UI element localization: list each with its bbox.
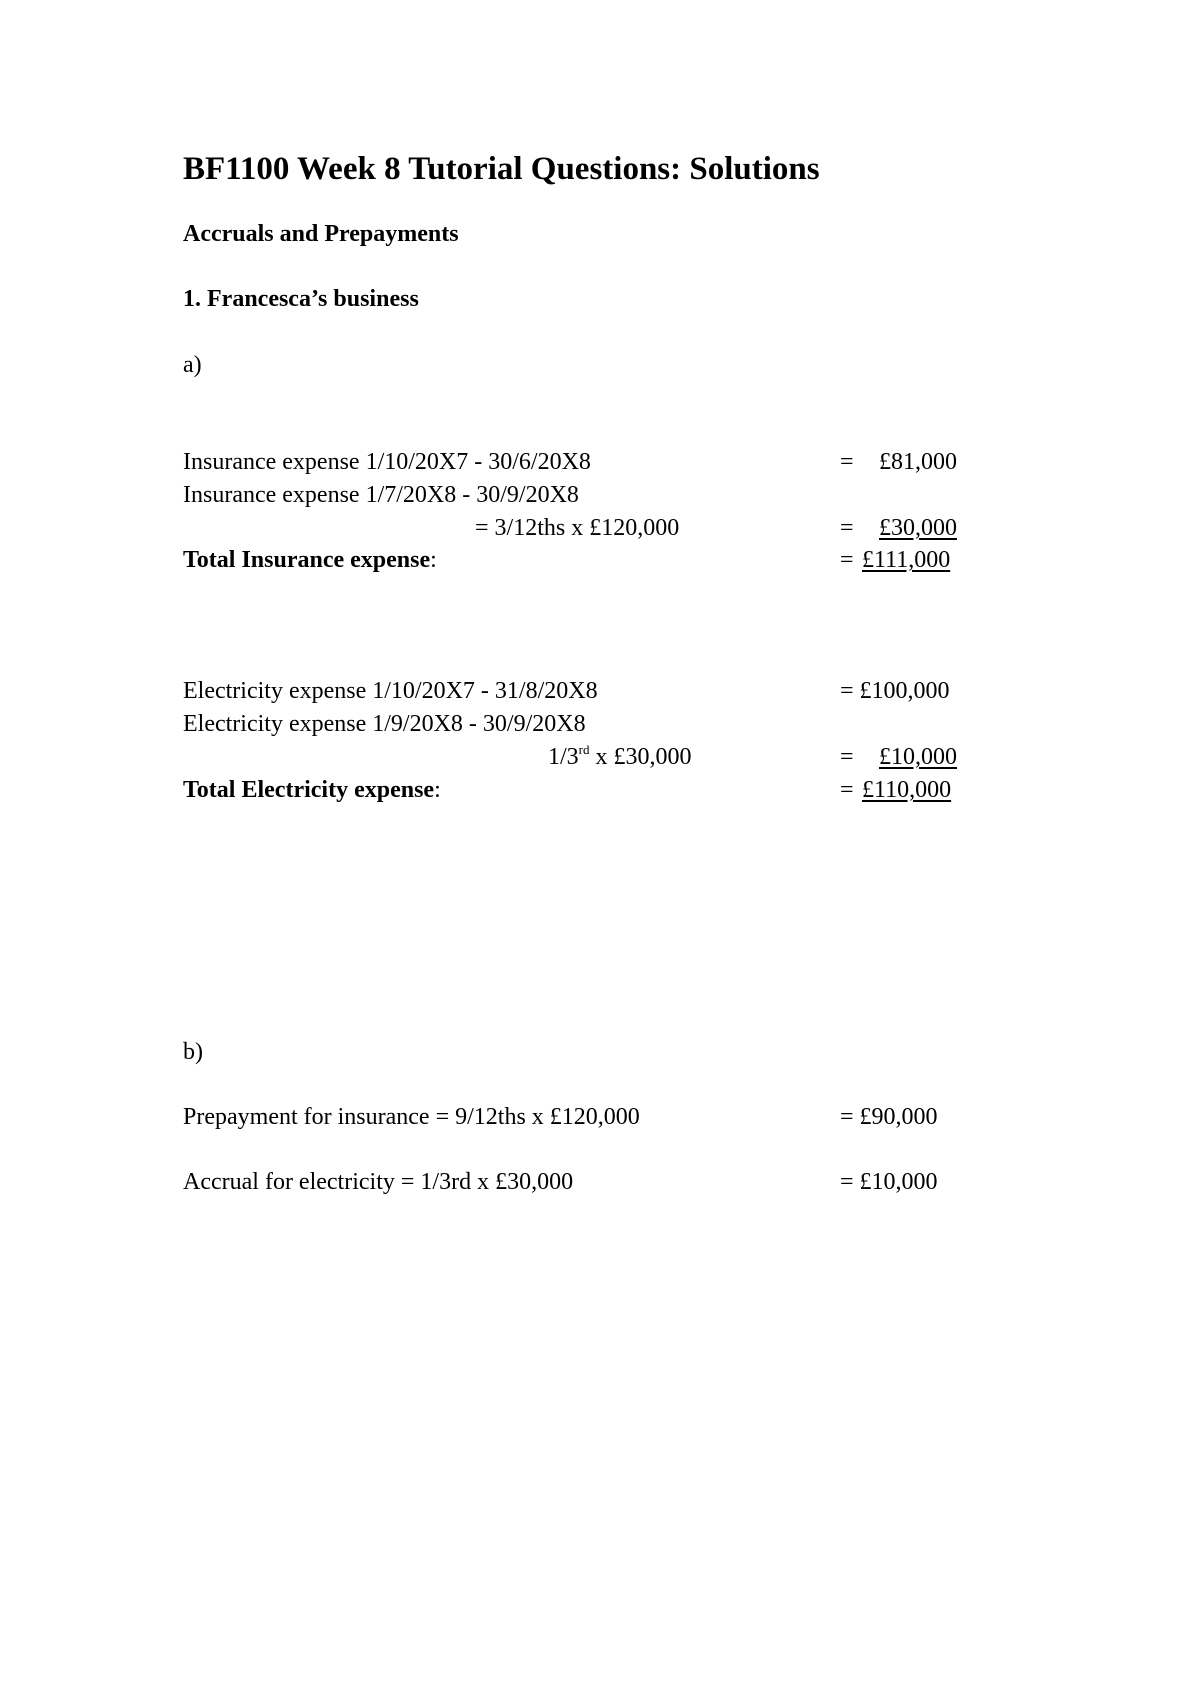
insurance-line-1-eq: = — [840, 449, 854, 475]
electricity-total-label-group — [183, 778, 441, 802]
insurance-total-label: Total Insurance expense — [183, 547, 431, 573]
electricity-line-1-amount: = £100,000 — [840, 678, 950, 704]
insurance-total-amount: £111,000 — [862, 547, 951, 573]
prepayment-label: Prepayment for insurance = 9/12ths x £120,000 — [183, 1104, 640, 1130]
accrual-amount: = £10,000 — [840, 1169, 938, 1195]
electricity-total-eq: = — [840, 777, 854, 803]
insurance-line-3-amount: £30,000 — [879, 515, 957, 541]
prepayment-amount: = £90,000 — [840, 1104, 938, 1130]
part-a-label: a) — [183, 352, 202, 378]
electricity-calc-fraction: 1/3 — [548, 744, 579, 770]
electricity-line-3-eq: = — [840, 744, 854, 770]
accrual-label: Accrual for electricity = 1/3rd x £30,000 — [183, 1169, 574, 1195]
insurance-line-1-amount: £81,000 — [879, 449, 957, 475]
electricity-total-colon: : — [434, 777, 441, 803]
question-heading: 1. Francesca’s business — [183, 286, 419, 312]
insurance-line-2-label: Insurance expense 1/7/20X8 - 30/9/20X8 — [183, 482, 579, 508]
insurance-total-colon: : — [430, 547, 437, 573]
insurance-total-label-group — [183, 548, 437, 572]
electricity-line-1-label: Electricity expense 1/10/20X7 - 31/8/20X8 — [183, 678, 598, 704]
section-heading: Accruals and Prepayments — [183, 221, 459, 247]
electricity-total-amount: £110,000 — [862, 777, 952, 803]
electricity-total-label: Total Electricity expense — [183, 777, 435, 803]
insurance-total-eq: = — [840, 547, 854, 573]
insurance-line-1-label: Insurance expense 1/10/20X7 - 30/6/20X8 — [183, 449, 591, 475]
insurance-line-3-eq: = — [840, 515, 854, 541]
page-title: BF1100 Week 8 Tutorial Questions: Solutions — [183, 151, 820, 187]
electricity-calc-superscript: rd — [578, 742, 590, 757]
electricity-calc-rest: x £30,000 — [589, 744, 692, 770]
insurance-line-3-calc: = 3/12ths x £120,000 — [475, 515, 680, 541]
electricity-line-2-label: Electricity expense 1/9/20X8 - 30/9/20X8 — [183, 711, 586, 737]
part-b-label: b) — [183, 1039, 203, 1065]
electricity-line-3-calc — [548, 742, 692, 770]
electricity-line-3-amount: £10,000 — [879, 744, 957, 770]
